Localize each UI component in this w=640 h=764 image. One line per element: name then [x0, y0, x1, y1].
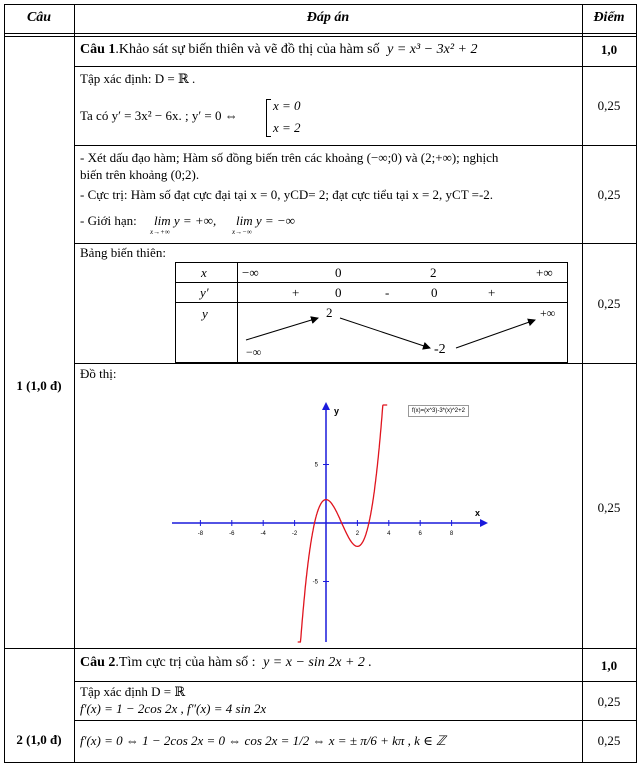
table-row-dy-label: y′	[200, 285, 209, 300]
header-answer: Đáp án	[306, 10, 350, 25]
q2-solve: f′(x) = 0 ⇔ 1 − 2cos 2x = 0 ⇔ cos 2x = 1/2 ⇔ x = ± π/6 + kπ , k ∈ ℤ	[80, 733, 446, 748]
table-row-x-label: x	[201, 265, 207, 280]
q1-analysis-score: 0,25	[597, 187, 621, 202]
q1-title-formula: y = x³ − 3x² + 2	[387, 42, 478, 57]
q1-limit1-sub: x→+∞	[150, 228, 170, 236]
table-row-y-label: y	[202, 306, 208, 321]
q1-monotone-line2: biến trên khoảng (0;2).	[80, 167, 200, 182]
q1-table-score: 0,25	[597, 296, 621, 311]
q2-derivatives: f′(x) = 1 − 2cos 2x , f″(x) = 4 sin 2x	[80, 701, 267, 716]
q1-derivative: Ta có y′ = 3x² − 6x. ; y′ = 0 ⇔	[80, 108, 238, 123]
q1-domain: Tập xác định: D = ℝ .	[80, 71, 196, 86]
table-dy-val: +	[488, 285, 496, 300]
q2-solve-score: 0,25	[597, 733, 621, 748]
table-y-left: −∞	[246, 345, 262, 359]
table-y-min: -2	[434, 342, 446, 357]
y-axis-arrow	[322, 402, 330, 410]
x-axis-label: x	[475, 508, 481, 518]
x-tick-label: -8	[197, 531, 204, 537]
table-y-right: +∞	[540, 306, 556, 320]
x-tick-label: -2	[291, 531, 298, 537]
q2-title-score: 1,0	[600, 658, 618, 673]
graph-legend: f(x)=(x^3)-3*(x)^2+2	[408, 405, 469, 417]
table-dy-val: +	[292, 285, 300, 300]
q1-case1: x = 0	[273, 98, 301, 113]
q1-limit2: lim y = −∞	[236, 213, 295, 228]
q1-title-score: 1,0	[600, 42, 618, 57]
table-dy-val: -	[385, 285, 390, 300]
q1-graph-title: Đồ thị:	[80, 366, 117, 381]
q1-monotone-line1: - Xét dấu đạo hàm; Hàm số đồng biến trên các khoảng (−∞;0) và (2;+∞); nghịch	[80, 150, 499, 165]
q2-deriv-score: 0,25	[597, 694, 621, 709]
table-x-val: +∞	[536, 265, 553, 280]
q2-title-text: .Tìm cực trị của hàm số :	[115, 655, 256, 670]
x-tick-label: -6	[229, 531, 235, 537]
x-axis-arrow	[480, 519, 488, 527]
x-tick-label: 2	[355, 531, 360, 537]
table-x-val: 0	[335, 265, 342, 280]
x-tick-label: 4	[387, 531, 391, 537]
q2-label: 2 (1,0 đ)	[16, 732, 62, 747]
q2-title	[80, 655, 372, 671]
q2-title-formula: y = x − sin 2x + 2 .	[263, 655, 372, 670]
y-tick-label: -5	[312, 579, 318, 586]
x-tick-label: 6	[418, 531, 422, 537]
q1-deriv-score: 0,25	[597, 98, 621, 113]
table-dy-val: 0	[431, 285, 438, 300]
table-x-val: 2	[430, 265, 437, 280]
y-tick-label: 5	[314, 462, 318, 469]
header-question: Câu	[26, 10, 52, 25]
table-dy-val: 0	[335, 285, 342, 300]
q1-extrema: - Cực trị: Hàm số đạt cực đại tại x = 0, yCD= 2; đạt cực tiểu tại x = 2, yCT =-2.	[80, 187, 494, 202]
q1-limit1: lim y = +∞,	[154, 213, 217, 228]
q1-title-text: .Khảo sát sự biến thiên và vẽ đồ thị của hàm số	[115, 42, 380, 57]
q1-case2: x = 2	[273, 120, 301, 135]
x-tick-label: -4	[260, 531, 266, 537]
q1-limit-prefix: - Giới hạn:	[80, 213, 137, 228]
q1-label: 1 (1,0 đ)	[16, 378, 62, 393]
q1-limit2-sub: x→−∞	[232, 228, 252, 236]
q1-table-title: Bảng biến thiên:	[80, 245, 166, 260]
q1-graph-score: 0,25	[597, 500, 621, 515]
x-tick-label: 8	[449, 531, 454, 537]
q1-title-bold: Câu 1	[80, 42, 116, 57]
y-axis-label: y	[334, 406, 340, 416]
header-score: Điểm	[593, 10, 625, 25]
table-y-max: 2	[326, 305, 333, 320]
q2-title-bold: Câu 2	[80, 655, 116, 670]
q2-domain: Tập xác định D = ℝ	[80, 684, 186, 699]
table-x-val: −∞	[242, 265, 259, 280]
